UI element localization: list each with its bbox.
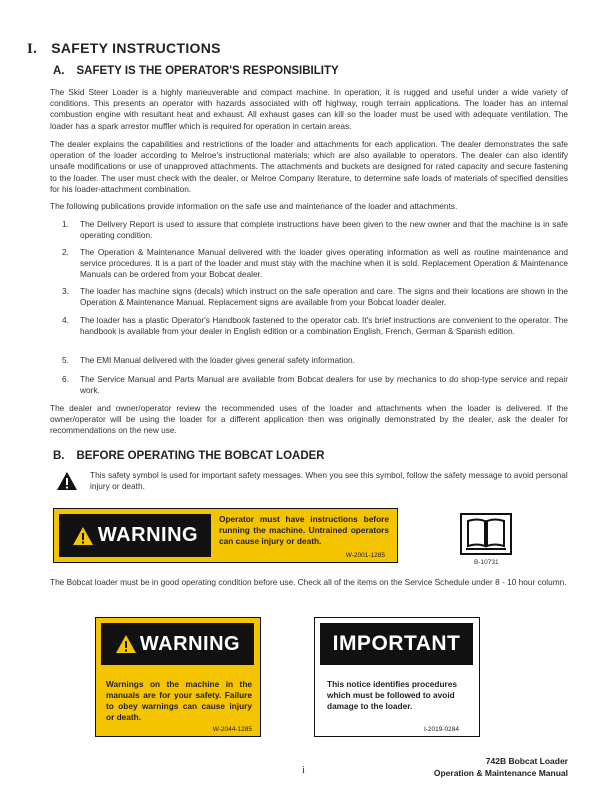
- list-item-text: The EMI Manual delivered with the loader gives general safety information.: [80, 355, 355, 365]
- list-item-number: 4.: [62, 315, 69, 325]
- warning-triangle-icon: [72, 526, 94, 546]
- list-item-text: The Delivery Report is used to assure that complete instructions have been given to the new owner and that the machine is in safe operating condition.: [80, 219, 568, 241]
- book-code: B-10731: [474, 559, 499, 566]
- subsection-b-letter: B.: [53, 450, 65, 462]
- warning-sign-operator: [53, 508, 398, 563]
- footer-model: 742B Bobcat Loader: [485, 756, 568, 766]
- section-title: SAFETY INSTRUCTIONS: [51, 40, 221, 56]
- warning-label: WARNING: [139, 632, 241, 655]
- subsection-a-heading: [53, 65, 339, 77]
- section-heading: [27, 40, 221, 58]
- open-book-icon: [458, 512, 514, 556]
- paragraph: The Skid Steer Loader is a highly maneuverable and compact machine. In operation, it is rugged and useful under a wide variety of conditions. This presents an operator with hazards associated with off highway, rough terrain applications. The loader has an internal combustion engine with resultant heat and exhaust. All exhaust gases can kill so the loader must be used with adequate ventilation. The loader has a spark arrestor muffler which is required for operation in certain areas.: [50, 87, 568, 131]
- warning-text: Operator must have instructions before running the machine. Untrained operators can cause injury or death.: [219, 514, 389, 546]
- list-item-number: 1.: [62, 219, 69, 229]
- list-item-number: 6.: [62, 374, 69, 384]
- page-number: i: [302, 765, 305, 776]
- warning-label: WARNING: [97, 524, 199, 546]
- list-item-text: The Service Manual and Parts Manual are available from Bobcat dealers for use by mechanics to do shop-type service and repair work.: [80, 374, 568, 396]
- subsection-a-letter: A.: [53, 65, 65, 77]
- warning-triangle-icon: [115, 634, 137, 654]
- paragraph: The following publications provide information on the safe use and maintenance of the loader and attachments.: [50, 201, 458, 211]
- important-label: IMPORTANT: [332, 632, 461, 655]
- warning-text: Warnings on the machine in the manuals are for your safety. Failure to obey warnings can cause injury or death.: [106, 679, 252, 722]
- list-item-text: The Operation & Maintenance Manual delivered with the loader gives operating information as well as routine maintenance and service procedures. It is a part of the loader and must stay with the machine when it is sold. Replacement Operation & Maintenance Manuals can be ordered from your Bobcat dealer.: [80, 247, 568, 280]
- important-banner: [320, 623, 473, 665]
- important-text: This notice identifies procedures which must be followed to avoid damage to the loader.: [327, 679, 458, 711]
- warning-sign-manuals: [95, 617, 261, 737]
- paragraph: The Bobcat loader must be in good operating condition before use. Check all of the items on the Service Schedule under 8 - 10 hour column.: [50, 577, 567, 587]
- section-numeral: I.: [27, 41, 38, 57]
- warning-banner: [59, 514, 211, 557]
- paragraph: The dealer explains the capabilities and restrictions of the loader and attachments for each application. The dealer demonstrates the safe operation of the loader according to Melroe's instructional materials; which are also available to operators. The dealer can also identify unsafe modifications or use of unapproved attachments. The attachments and buckets are designed for rated capacity and secure fastening to the loader. The user must check with the dealer, or Melroe Company literature, to determine safe loads of materials of specified densities for his loader-attachment combination.: [50, 139, 568, 194]
- subsection-a-title: SAFETY IS THE OPERATOR'S RESPONSIBILITY: [76, 65, 339, 77]
- safety-symbol-text: This safety symbol is used for important safety messages. When you see this symbol, follow the safety message to avoid personal injury or death.: [90, 470, 568, 492]
- list-item-number: 3.: [62, 286, 69, 296]
- important-code: I-2019-0284: [423, 726, 459, 733]
- subsection-b-title: BEFORE OPERATING THE BOBCAT LOADER: [76, 450, 325, 462]
- warning-code: W-2001-1285: [345, 552, 385, 559]
- important-notice: [314, 617, 480, 737]
- list-item-number: 5.: [62, 355, 69, 365]
- safety-alert-icon: [56, 471, 78, 491]
- list-item-number: 2.: [62, 247, 69, 257]
- paragraph: The dealer and owner/operator review the recommended uses of the loader and attachments when the loader is delivered. If the owner/operator will be using the loader for a different application then was originally demonstrated by the dealer, ask the dealer for recommendations on the new use.: [50, 403, 568, 436]
- subsection-b-heading: [53, 450, 325, 462]
- warning-code: W-2044-1285: [212, 726, 252, 733]
- list-item-text: The loader has machine signs (decals) which instruct on the safe operation and care. The signs and their locations are shown in the Operation & Maintenance Manual. Replacement signs are available from your Bobcat loader dealer.: [80, 286, 568, 308]
- warning-banner: [101, 623, 254, 665]
- list-item-text: The loader has a plastic Operator's Handbook fastened to the operator cab. It's brief instructions are convenient to the operator. The handbook is available from your dealer in English edition or a combination English, French, German & Spanish edition.: [80, 315, 568, 337]
- footer-manual: Operation & Maintenance Manual: [433, 768, 568, 778]
